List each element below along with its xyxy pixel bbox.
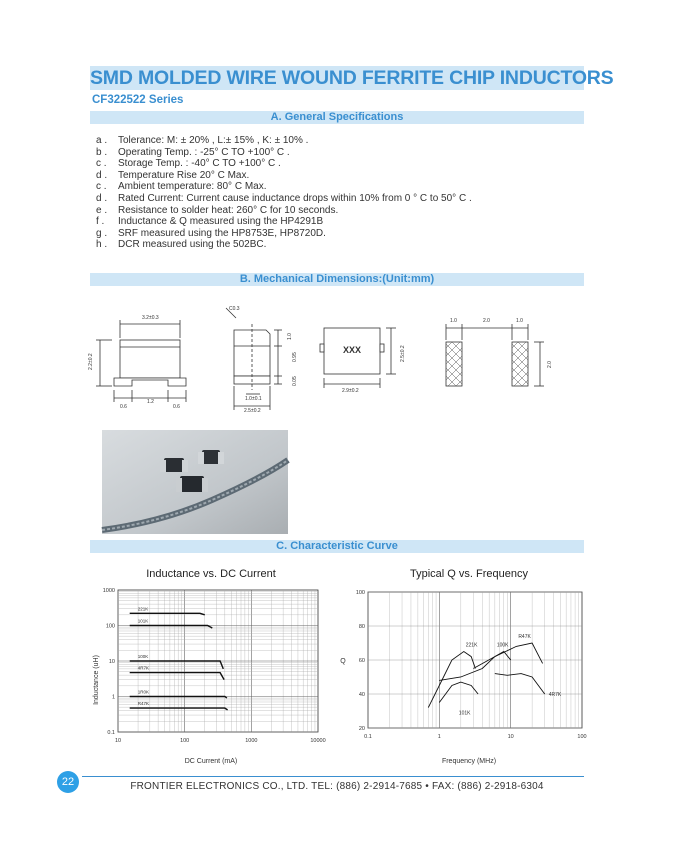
dim-land-right: 1.0 (516, 318, 523, 324)
x-tick-label: 0.1 (364, 734, 372, 740)
y-tick-label: 80 (358, 624, 365, 630)
dim-pad-mid: 1.2 (147, 399, 154, 405)
y-tick-label: 100 (355, 590, 365, 596)
spec-text: Inductance & Q measured using the HP4291B (118, 216, 324, 228)
series-label: 221K (465, 642, 478, 649)
spec-text: Storage Temp. : -40° C TO +100° C . (118, 158, 281, 170)
dim-pad-right: 0.6 (173, 404, 180, 410)
spec-text: Resistance to solder heat: 260° C for 10 seconds. (118, 204, 339, 216)
spec-key: d . (96, 192, 108, 204)
section-curve-heading: C. Characteristic Curve (276, 540, 398, 552)
series-label: 101K (458, 710, 471, 717)
dim-1-0: 1.0 (287, 333, 293, 340)
x-tick-label: 1000 (245, 738, 258, 744)
spec-key: g . (96, 227, 108, 239)
title-bar (90, 66, 614, 90)
spec-item (96, 181, 472, 193)
x-tick-label: 10 (507, 734, 514, 740)
spec-key: c . (96, 181, 107, 193)
spec-text: Ambient temperature: 80° C Max. (118, 181, 267, 193)
spec-item (96, 135, 472, 147)
product-photo (102, 430, 288, 534)
y-tick-label: 100 (105, 623, 115, 630)
spec-item (96, 239, 472, 251)
spec-item (96, 228, 472, 240)
y-tick-label: 60 (358, 658, 365, 664)
series-label: R47K (137, 701, 150, 707)
y-tick-label: 40 (358, 692, 365, 698)
spec-text: Rated Current: Current cause inductance drops within 10% from 0 ° C to 50° C . (118, 192, 472, 204)
spec-key: a . (96, 135, 108, 146)
dim-side-bottom-1: 1.0±0.1 (245, 396, 262, 402)
dim-land-left: 1.0 (450, 318, 457, 324)
spec-key: e . (96, 204, 108, 216)
chart1-ylabel: Inductance (uH) (93, 655, 100, 705)
spec-key: b . (96, 146, 108, 158)
spec-text: Tolerance: M: ± 20% , L:± 15% , K: ± 10% . (118, 135, 309, 146)
dim-front-height: 2.5±0.2 (400, 345, 406, 362)
dim-0-95: 0.95 (292, 352, 298, 362)
spec-text: SRF measured using the HP8753E, HP8720D. (118, 227, 326, 239)
chart2-xlabel: Frequency (MHz) (441, 758, 497, 765)
x-tick-label: 100 (577, 734, 587, 740)
spec-key: d . (96, 169, 108, 181)
section-general-heading: A. General Specifications (270, 111, 404, 123)
dim-pad-left: 0.6 (120, 404, 127, 410)
dim-top-width: 3.2±0.3 (142, 315, 159, 321)
series-label: CF322522 Series (92, 94, 184, 106)
series-label: 100K (137, 654, 149, 659)
spec-key: f . (96, 216, 105, 228)
series-label: 100K (496, 642, 509, 649)
footer-divider (82, 776, 584, 777)
spec-item (96, 158, 472, 170)
chart2-ylabel: Q (340, 658, 346, 665)
y-tick-label: 10 (108, 659, 115, 665)
dim-front-width: 2.9±0.2 (342, 388, 359, 394)
x-tick-label: 1 (437, 734, 441, 740)
series-label: 1R0K (137, 689, 150, 695)
section-mechanical-band (90, 273, 584, 286)
page-number-badge: 22 (57, 771, 79, 793)
section-mechanical-heading: B. Mechanical Dimensions:(Unit:mm) (239, 273, 435, 285)
spec-key: h . (96, 239, 108, 251)
q-vs-frequency-chart (334, 560, 587, 770)
spec-text: Temperature Rise 20° C Max. (118, 169, 250, 181)
y-tick-label: 1000 (102, 588, 115, 594)
series-label: 4R7K (137, 665, 150, 671)
dim-land-mid: 2.0 (483, 318, 490, 324)
spec-text: Operating Temp. : -25° C TO +100° C . (118, 146, 290, 158)
mechanical-drawing (86, 300, 566, 420)
spec-text: DCR measured using the 502BC. (118, 239, 267, 251)
x-tick-label: 10 (114, 738, 122, 744)
section-curve-band (90, 540, 584, 553)
dim-0-05: 0.05 (292, 376, 298, 386)
chart1-xlabel: DC Current (mA) (184, 758, 238, 765)
y-tick-label: 1 (111, 694, 115, 701)
spec-item (96, 205, 472, 217)
x-tick-label: 10000 (310, 738, 326, 744)
dim-side-bottom-2: 2.5±0.2 (244, 408, 261, 414)
chart2-title: Typical Q vs. Frequency (410, 568, 528, 580)
footer-company: FRONTIER ELECTRONICS CO., LTD. TEL: (886) 2-2914-7685 • FAX: (886) 2-2918-6304 (130, 781, 544, 792)
series-label: 101K (137, 618, 149, 624)
page-title: SMD MOLDED WIRE WOUND FERRITE CHIP INDUCTORS (90, 67, 614, 89)
x-tick-label: 100 (180, 738, 190, 744)
spec-list (96, 135, 472, 251)
series-label: R47K (518, 634, 531, 640)
spec-item (96, 193, 472, 205)
dim-side-height: 2.2±0.2 (88, 353, 94, 370)
spec-item (96, 170, 472, 182)
spec-key: c . (96, 158, 107, 170)
dim-land-height: 2.0 (547, 361, 553, 368)
series-label: 221K (137, 606, 149, 612)
section-general-band (90, 111, 584, 124)
marking-text: XXX (342, 345, 362, 355)
series-label: 4R7K (548, 692, 562, 698)
spec-item (96, 216, 472, 228)
chart1-title: Inductance vs. DC Current (146, 568, 276, 580)
y-tick-label: 0.1 (107, 730, 115, 736)
dim-chamfer: C0.3 (229, 306, 240, 312)
y-tick-label: 20 (358, 726, 365, 732)
inductance-vs-dc-current-chart (86, 560, 336, 770)
spec-item (96, 147, 472, 159)
